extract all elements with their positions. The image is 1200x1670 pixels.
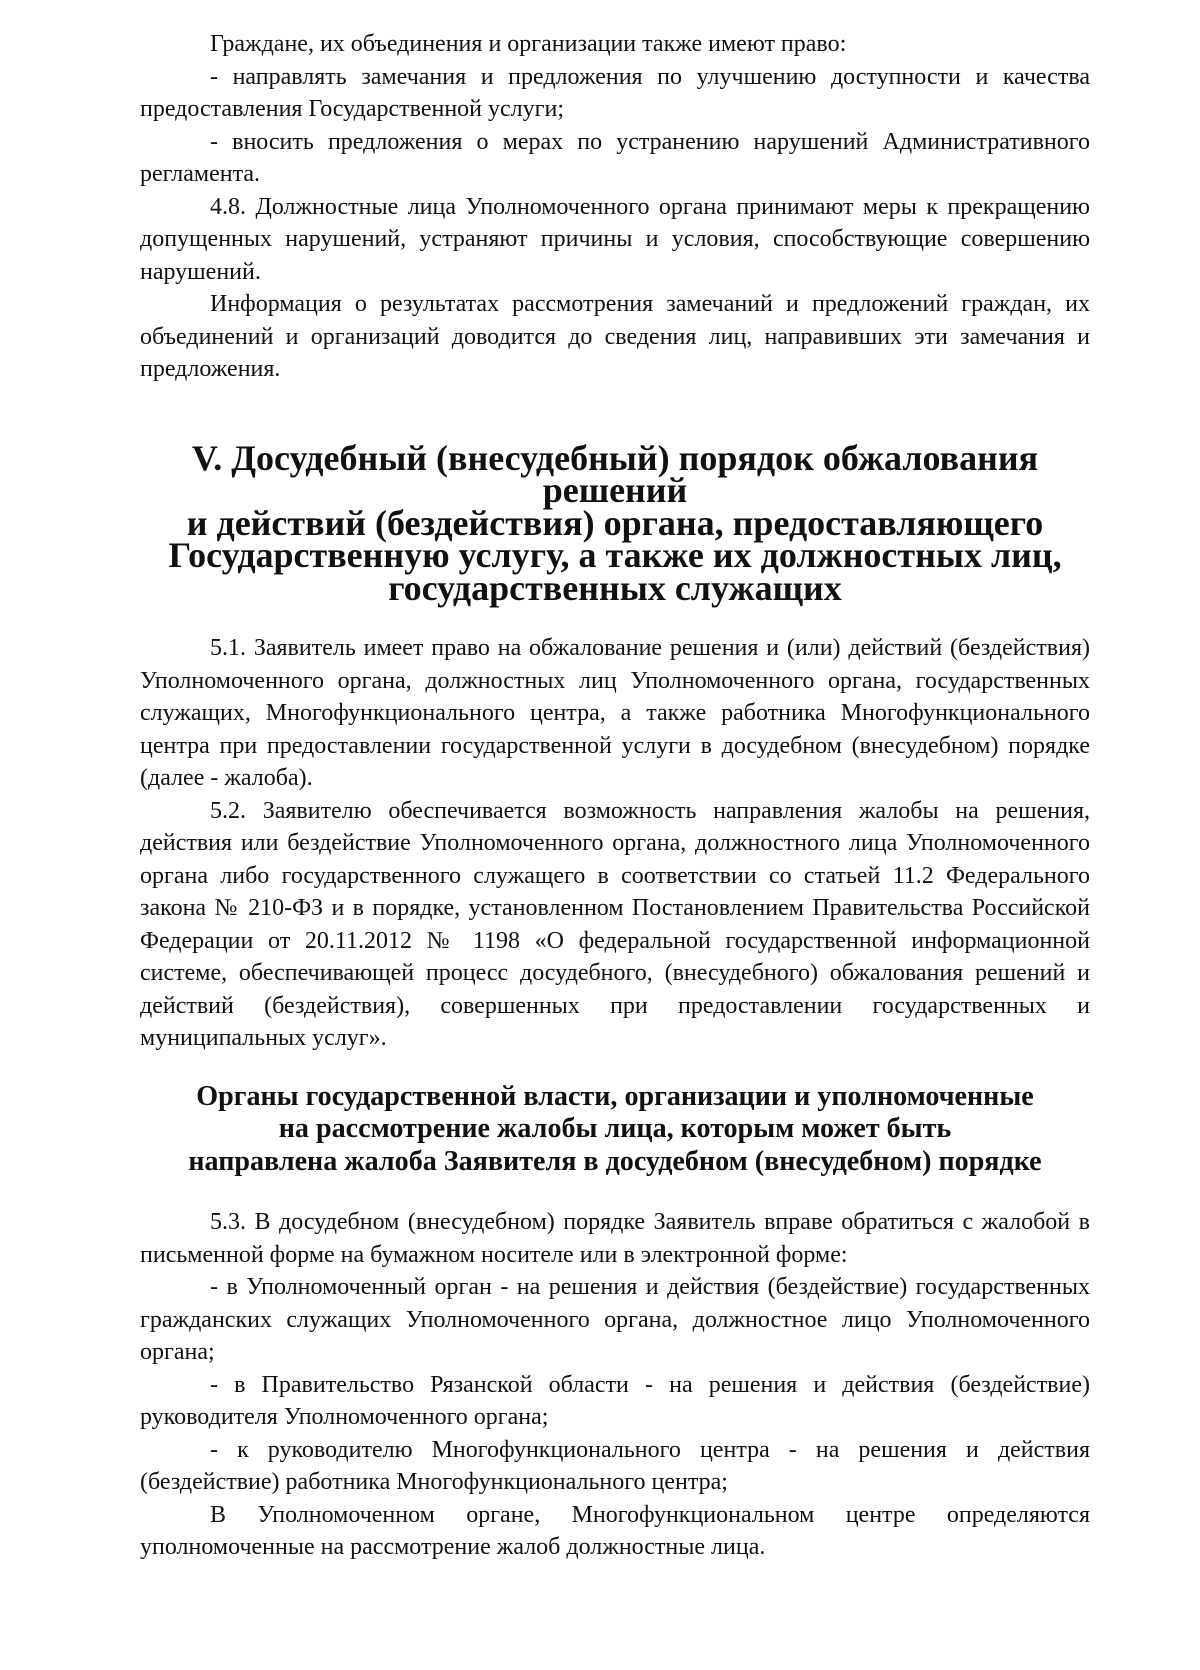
paragraph-to-authorized-body: - в Уполномоченный орган - на решения и действия (бездействие) государственных гражданских служащих Уполномоченного органа, должностное лицо Уполномоченного органа; bbox=[140, 1274, 1090, 1365]
subheading-authorities bbox=[140, 1081, 1090, 1179]
section-5-heading-line: государственных служащих bbox=[388, 567, 842, 608]
document-page bbox=[140, 28, 1090, 1564]
spacer bbox=[140, 1055, 1090, 1081]
subheading-line: на рассмотрение жалобы лица, которым может быть bbox=[278, 1113, 952, 1144]
paragraph-5-2: 5.2. Заявителю обеспечивается возможность направления жалобы на решения, действия или бездействие Уполномоченного органа, должностного лица Уполномоченного органа либо государственного служащего в соответствии со статьей 11.2 Федерального закона № 210-ФЗ и в порядке, установленном Постановлением Правительства Российской Федерации от 20.11.2012 № 1198 «О федеральной государственной информационной системе, обеспечивающей процесс досудебного, (внесудебного) обжалования решений и действий (бездействия), совершенных при предоставлении государственных и муниципальных услуг». bbox=[140, 797, 1090, 1051]
paragraph-5-3: 5.3. В досудебном (внесудебном) порядке Заявитель вправе обратиться с жалобой в письменной форме на бумажном носителе или в электронной форме: bbox=[140, 1209, 1090, 1268]
subheading-line: Органы государственной власти, организации и уполномоченные bbox=[196, 1080, 1034, 1112]
paragraph-send-remarks: - направлять замечания и предложения по улучшению доступности и качества предоставления Государственной услуги; bbox=[140, 63, 1090, 122]
section-5-heading bbox=[140, 437, 1090, 608]
paragraph-make-proposals: - вносить предложения о мерах по устранению нарушений Административного регламента. bbox=[140, 128, 1090, 187]
paragraph-information-results: Информация о результатах рассмотрения замечаний и предложений граждан, их объединений и организаций доводится до сведения лиц, направивших эти замечания и предложения. bbox=[140, 291, 1090, 382]
section-5-heading-line: Государственную услугу, а также их должностных лиц, bbox=[168, 535, 1062, 575]
spacer bbox=[140, 386, 1090, 442]
spacer bbox=[140, 1178, 1090, 1206]
section-5-heading-line: и действий (бездействия) органа, предоставляющего bbox=[186, 502, 1044, 543]
paragraph-to-government: - в Правительство Рязанской области - на решения и действия (бездействие) руководителя Уполномоченного органа; bbox=[140, 1371, 1090, 1430]
paragraph-4-8: 4.8. Должностные лица Уполномоченного органа принимают меры к прекращению допущенных нарушений, устраняют причины и условия, способствующие совершению нарушений. bbox=[140, 193, 1090, 285]
section-5-heading-line: V. Досудебный (внесудебный) порядок обжалования решений bbox=[191, 437, 1039, 510]
spacer bbox=[140, 604, 1090, 632]
paragraph-officials-defined: В Уполномоченном органе, Многофункциональном центре определяются уполномоченные на рассмотрение жалоб должностные лица. bbox=[140, 1501, 1090, 1560]
paragraph-to-mfc-head: - к руководителю Многофункционального центра - на решения и действия (бездействие) работника Многофункционального центра; bbox=[140, 1436, 1090, 1495]
paragraph-5-1: 5.1. Заявитель имеет право на обжалование решения и (или) действий (бездействия) Уполномоченного органа, должностных лиц Уполномоченного органа, государственных служащих, Многофункционального центра, а также работника Многофункционального центра при предоставлении государственной услуги в досудебном (внесудебном) порядке (далее - жалоба). bbox=[140, 635, 1090, 791]
paragraph-citizens-rights: Граждане, их объединения и организации также имеют право: bbox=[210, 31, 847, 57]
subheading-line: направлена жалоба Заявителя в досудебном (внесудебном) порядке bbox=[188, 1145, 1042, 1177]
